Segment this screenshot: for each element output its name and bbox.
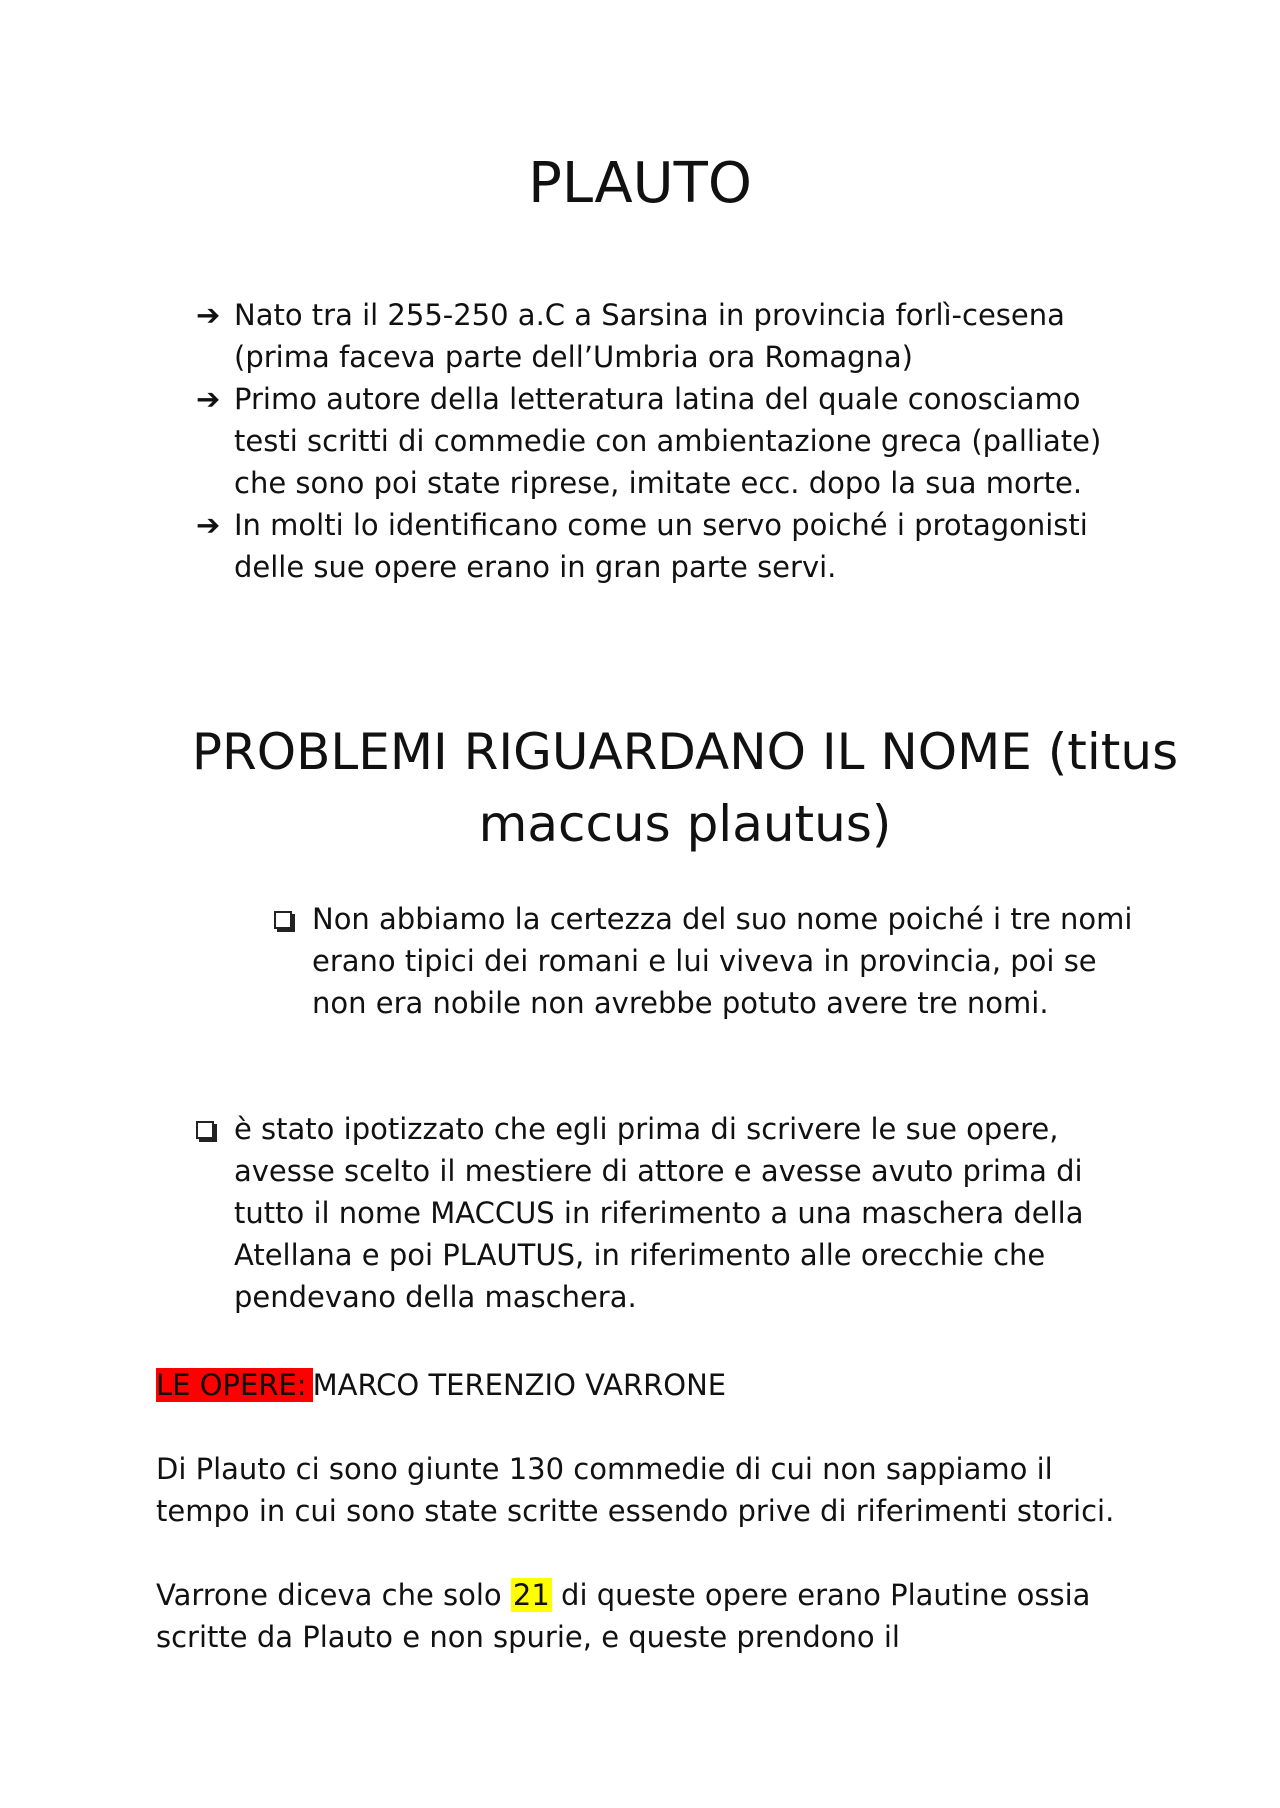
paragraph-text: di queste opere erano Plautine ossia scritte da Plauto e non spurie, e queste prendono il [156, 1578, 1091, 1654]
opere-author: MARCO TERENZIO VARRONE [312, 1368, 727, 1402]
list-item [196, 504, 1134, 588]
checkbox-bullet-icon [274, 898, 292, 940]
checkbox-bullet-icon [196, 1108, 214, 1150]
list-item-text: Non abbiamo la certezza del suo nome poiché i tre nomi erano tipici dei romani e lui viveva in provincia, poi se non era nobile non avrebbe potuto avere tre nomi. [312, 902, 1133, 1020]
opere-label-highlight: LE OPERE: [156, 1368, 313, 1402]
list-item-text: è stato ipotizzato che egli prima di scrivere le sue opere, avesse scelto il mestiere di attore e avesse avuto prima di tutto il nome MACCUS in riferimento a una maschera della Atellana e poi PLAUTUS, in riferimento alle orecchie che pendevano della maschera. [234, 1112, 1084, 1314]
arrow-right-icon: ➔ [196, 508, 221, 542]
paragraph-varrone [156, 1574, 1136, 1658]
arrow-right-icon: ➔ [196, 298, 221, 332]
opere-line [156, 1364, 726, 1406]
list-item [196, 378, 1134, 504]
list-item-text: Nato tra il 255-250 a.C a Sarsina in provincia forlì-cesena (prima faceva parte dell’Umbria ora Romagna) [234, 298, 1065, 374]
intro-bullet-list [196, 294, 1134, 588]
paragraph-text: Varrone diceva che solo [156, 1578, 511, 1612]
list-item-text: Primo autore della letteratura latina del quale conosciamo testi scritti di commedie con ambientazione greca (palliate) che sono poi state riprese, imitate ecc. dopo la sua morte. [234, 382, 1102, 500]
list-item [234, 1108, 1134, 1318]
arrow-right-icon: ➔ [196, 382, 221, 416]
list-item [312, 898, 1142, 1024]
list-item [196, 294, 1134, 378]
paragraph-commedie: Di Plauto ci sono giunte 130 commedie di cui non sappiamo il tempo in cui sono state scritte essendo prive di riferimenti storici. [156, 1452, 1115, 1528]
section-heading: PROBLEMI RIGUARDANO IL NOME (titus maccus plautus) [191, 723, 1179, 853]
page-title: PLAUTO [528, 151, 752, 216]
name-bullet-list [312, 898, 1142, 1024]
number-highlight: 21 [512, 1578, 550, 1612]
list-item-text: In molti lo identificano come un servo poiché i protagonisti delle sue opere erano in gran parte servi. [234, 508, 1088, 584]
hypothesis-bullet-list [234, 1108, 1134, 1318]
